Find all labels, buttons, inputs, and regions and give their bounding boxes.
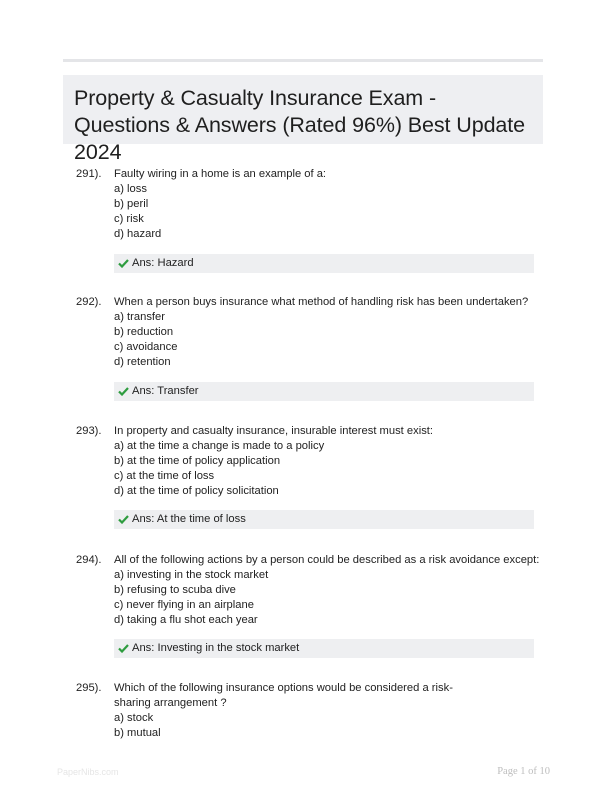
question-number: 294). <box>76 554 102 566</box>
question-number: 295). <box>76 682 102 694</box>
option-b: b) peril <box>114 198 149 210</box>
answer-box <box>114 639 534 658</box>
checkmark-icon <box>118 254 130 273</box>
answer-text: Ans: Investing in the stock market <box>132 642 300 654</box>
footer-watermark: PaperNibs.com <box>57 767 119 777</box>
option-d: d) hazard <box>114 228 162 240</box>
option-a: a) stock <box>114 712 154 724</box>
answer-box <box>114 510 534 529</box>
title-banner <box>63 75 543 164</box>
checkmark-icon <box>118 510 130 529</box>
question-text: Which of the following insurance options would be considered a risk-sharing arrangement ? <box>114 682 453 709</box>
top-divider <box>63 59 543 62</box>
question-text: Faulty wiring in a home is an example of a: <box>114 168 327 180</box>
question-number: 291). <box>76 168 102 180</box>
option-a: a) investing in the stock market <box>114 569 269 581</box>
option-a: a) loss <box>114 183 147 195</box>
page-number: Page 1 of 10 <box>497 766 550 777</box>
answer-box <box>114 382 534 401</box>
question-number: 292). <box>76 296 102 308</box>
option-b: b) reduction <box>114 326 174 338</box>
checkmark-icon <box>118 639 130 658</box>
question-text: When a person buys insurance what method of handling risk has been undertaken? <box>114 296 529 308</box>
page-title: Property & Casualty Insurance Exam - Questions & Answers (Rated 96%) Best Update 2024 <box>74 86 526 164</box>
question-text: In property and casualty insurance, insurable interest must exist: <box>114 425 434 437</box>
option-d: d) taking a flu shot each year <box>114 614 258 626</box>
option-b: b) at the time of policy application <box>114 455 281 467</box>
option-c: c) risk <box>114 213 144 225</box>
question-text: All of the following actions by a person could be described as a risk avoidance except: <box>114 554 540 566</box>
option-b: b) mutual <box>114 727 161 739</box>
answer-text: Ans: Transfer <box>132 385 199 397</box>
option-a: a) at the time a change is made to a policy <box>114 440 325 452</box>
option-c: c) never flying in an airplane <box>114 599 254 611</box>
option-d: d) at the time of policy solicitation <box>114 485 279 497</box>
question-number: 293). <box>76 425 102 437</box>
option-b: b) refusing to scuba dive <box>114 584 236 596</box>
answer-text: Ans: At the time of loss <box>132 513 246 525</box>
checkmark-icon <box>118 382 130 401</box>
option-c: c) at the time of loss <box>114 470 215 482</box>
option-c: c) avoidance <box>114 341 178 353</box>
answer-box <box>114 254 534 273</box>
option-d: d) retention <box>114 356 171 368</box>
answer-text: Ans: Hazard <box>132 257 194 269</box>
option-a: a) transfer <box>114 311 165 323</box>
